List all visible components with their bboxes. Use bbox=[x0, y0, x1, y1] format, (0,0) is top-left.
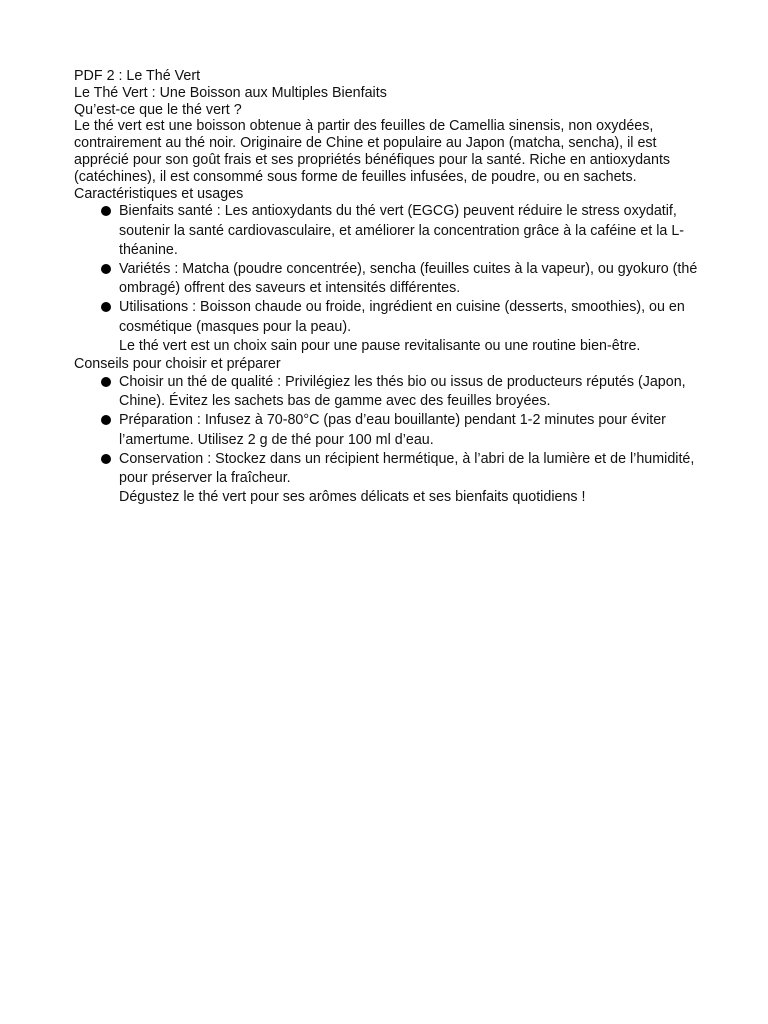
pdf-title: PDF 2 : Le Thé Vert bbox=[74, 68, 201, 84]
list-item-text: Bienfaits santé : Les antioxydants du thé vert (EGCG) peuvent réduire le stress oxydatif, soutenir la santé cardiovasculaire, et améliorer la concentration grâce à la caféine et la L-théanine. bbox=[119, 203, 685, 258]
list-item bbox=[74, 202, 699, 260]
advice-list bbox=[74, 373, 704, 507]
question-heading: Qu’est-ce que le thé vert ? bbox=[74, 101, 242, 118]
list-item-text: Conservation : Stockez dans un récipient hermétique, à l’abri de la lumière et de l’humidité, pour préserver la fraîcheur. bbox=[119, 450, 695, 487]
characteristics-list bbox=[74, 202, 704, 356]
list-item bbox=[74, 411, 699, 449]
section-heading-characteristics: Caractéristiques et usages bbox=[74, 185, 244, 202]
final-closing-text: Dégustez le thé vert pour ses arômes délicats et ses bienfaits quotidiens ! bbox=[119, 489, 586, 506]
bullet-icon bbox=[101, 302, 111, 312]
list-item bbox=[74, 373, 699, 411]
bullet-icon bbox=[101, 206, 111, 216]
document-title: Le Thé Vert : Une Boisson aux Multiples Bienfaits bbox=[74, 84, 387, 101]
section-heading-advice: Conseils pour choisir et préparer bbox=[74, 356, 281, 372]
bullet-icon bbox=[101, 264, 111, 274]
document-page bbox=[74, 68, 704, 507]
intro-paragraph: Le thé vert est une boisson obtenue à partir des feuilles de Camellia sinensis, non oxydées, contrairement au thé noir. Originaire de Chine et populaire au Japon (matcha, sencha), il est apprécié pour son goût frais et ses propriétés bénéfiques pour la santé. Riche en antioxydants (catéchines), il est consommé sous forme de feuilles infusées, de poudre, ou en sachets. bbox=[74, 118, 671, 185]
list-item-text: Choisir un thé de qualité : Privilégiez les thés bio ou issus de producteurs réputés (Japon, Chine). Évitez les sachets bas de gamme avec des feuilles broyées. bbox=[119, 374, 686, 410]
list-item bbox=[74, 298, 699, 356]
list-item-text: Préparation : Infusez à 70-80°C (pas d’eau bouillante) pendant 1-2 minutes pour éviter l’amertume. Utilisez 2 g de thé pour 100 ml d’eau. bbox=[119, 412, 666, 448]
list-item bbox=[74, 260, 699, 298]
list-item bbox=[74, 450, 699, 508]
list-item-text: Utilisations : Boisson chaude ou froide, ingrédient en cuisine (desserts, smoothies), ou en cosmétique (masques pour la peau). bbox=[119, 299, 685, 335]
list-item-text: Variétés : Matcha (poudre concentrée), sencha (feuilles cuites à la vapeur), ou gyokuro (thé ombragé) offrent des saveurs et intensités différentes. bbox=[119, 260, 698, 297]
bullet-icon bbox=[101, 377, 111, 387]
bullet-icon bbox=[101, 415, 111, 425]
section-closing-text: Le thé vert est un choix sain pour une pause revitalisante ou une routine bien-être. bbox=[119, 337, 641, 354]
bullet-icon bbox=[101, 454, 111, 464]
